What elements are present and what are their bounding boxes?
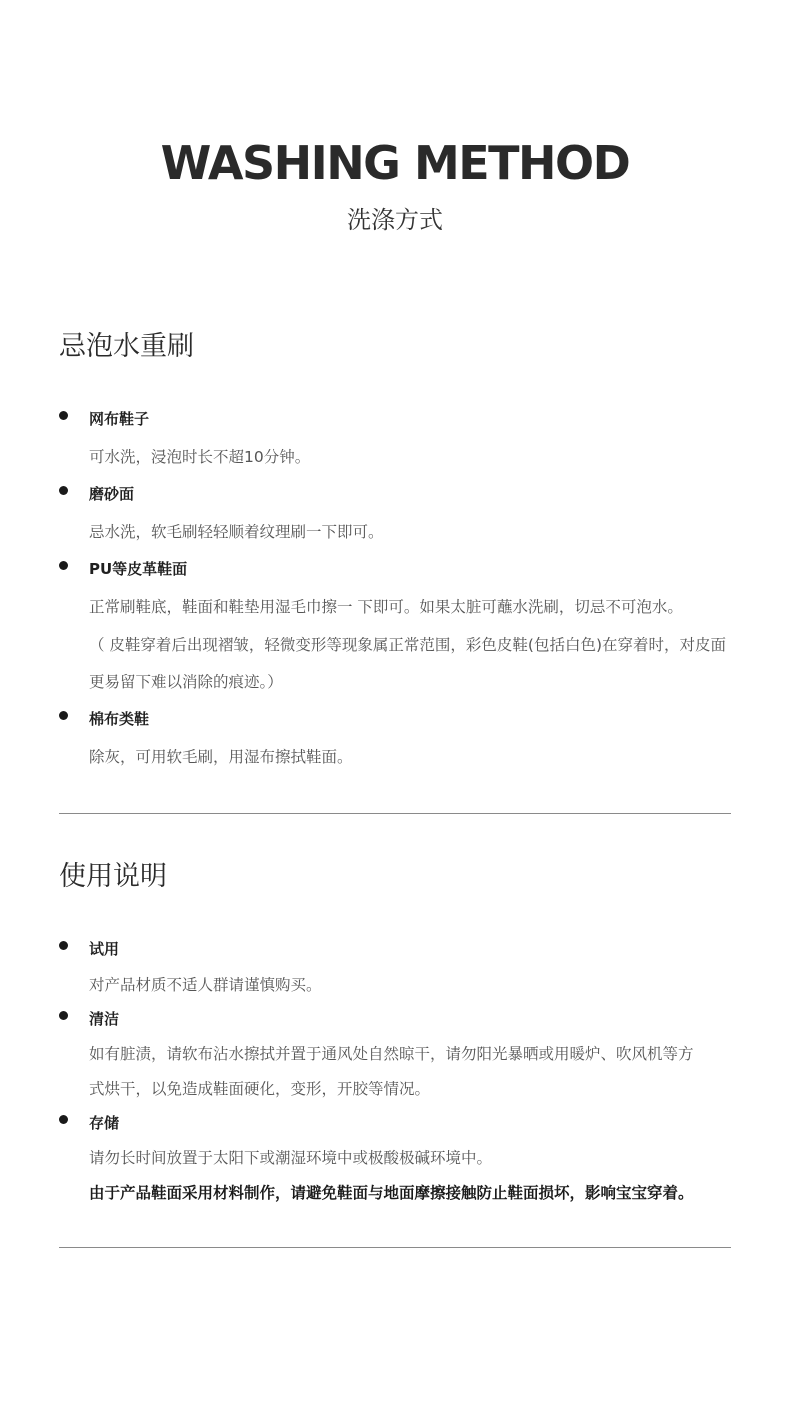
item-note-bold: 由于产品鞋面采用材料制作，请避免鞋面与地面摩擦接触防止鞋面损坏，影响宝宝穿着。 <box>89 1184 694 1202</box>
bullet-icon <box>59 561 68 570</box>
section-heading: 使用说明 <box>59 861 167 892</box>
item-label: 存储 <box>89 1114 120 1132</box>
item-label: 网布鞋子 <box>89 410 150 428</box>
item-text: 正常刷鞋底，鞋面和鞋垫用湿毛巾擦一 下即可。如果太脏可蘸水洗刷，切忌不可泡水。 <box>89 598 683 616</box>
bullet-icon <box>59 411 68 420</box>
item-text: （ 皮鞋穿着后出现褶皱，轻微变形等现象属正常范围，彩色皮鞋(包括白色)在穿着时，对皮面 <box>89 636 727 654</box>
divider <box>59 1247 731 1248</box>
section-washing <box>59 327 749 367</box>
item-text: 对产品材质不适人群请谨慎购买。 <box>89 976 322 994</box>
item-text: 请勿长时间放置于太阳下或潮湿环境中或极酸极碱环境中。 <box>89 1149 493 1167</box>
section-heading: 忌泡水重刷 <box>59 331 194 362</box>
page-subtitle: 洗涤方式 <box>347 206 443 234</box>
item-text: 可水洗，浸泡时长不超10分钟。 <box>89 448 311 466</box>
bullet-icon <box>59 1011 68 1020</box>
item-label: 试用 <box>89 940 120 958</box>
page-title: WASHING METHOD <box>160 136 630 190</box>
item-text: 式烘干，以免造成鞋面硬化，变形，开胶等情况。 <box>89 1080 431 1098</box>
section-usage <box>59 857 749 897</box>
item-text: 更易留下难以消除的痕迹。） <box>89 673 283 691</box>
item-text: 忌水洗，软毛刷轻轻顺着纹理刷一下即可。 <box>89 523 384 541</box>
item-label: PU等皮革鞋面 <box>89 560 188 578</box>
item-label: 清洁 <box>89 1010 120 1028</box>
bullet-icon <box>59 941 68 950</box>
item-label: 磨砂面 <box>89 485 135 503</box>
usage-item-list <box>59 930 749 1220</box>
item-text: 如有脏渍，请软布沾水擦拭并置于通风处自然晾干，请勿阳光暴晒或用暖炉、吹风机等方 <box>89 1045 694 1063</box>
divider <box>59 813 731 814</box>
item-label: 棉布类鞋 <box>89 710 150 728</box>
bullet-icon <box>59 1115 68 1124</box>
item-text: 除灰，可用软毛刷，用湿布擦拭鞋面。 <box>89 748 353 766</box>
bullet-icon <box>59 711 68 720</box>
bullet-icon <box>59 486 68 495</box>
washing-item-list <box>59 400 749 780</box>
